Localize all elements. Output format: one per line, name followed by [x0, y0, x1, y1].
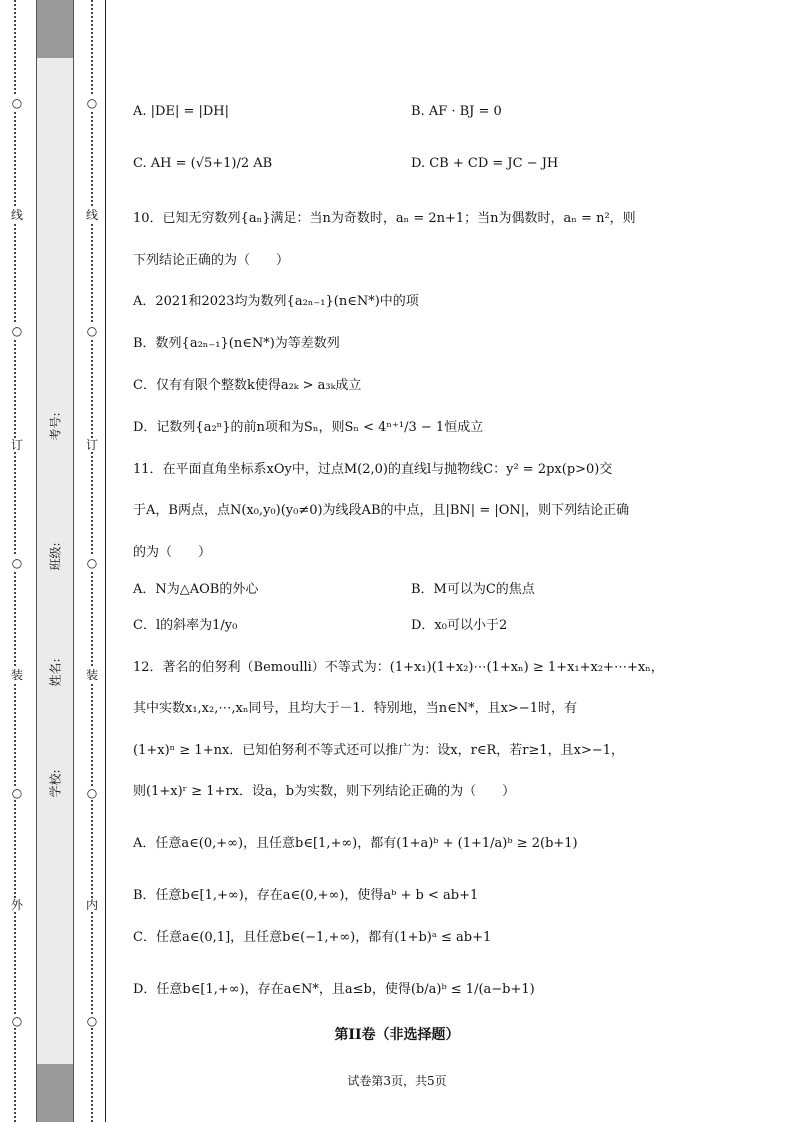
q12-option-c: C．任意a∈(0,1]，且任意b∈(−1,+∞)，都有(1+b)ᵃ ≤ ab+1	[133, 930, 492, 945]
inner-mark: ○	[86, 786, 98, 800]
outer-mark: ○	[11, 556, 23, 570]
q12-stem-line3: (1+x)ⁿ ≥ 1+nx．已知伯努利不等式还可以推广为：设x，r∈R，若r≥1，且x>−1，	[133, 743, 625, 758]
field-class: 班级:	[48, 542, 63, 571]
page-footer: 试卷第3页，共5页	[347, 1074, 447, 1088]
q12-stem-line2: 其中实数x₁,x₂,⋯,xₙ同号，且均大于－1．特别地，当n∈N*，且x>−1时，有	[133, 701, 577, 716]
margin-rule	[105, 0, 106, 1122]
q11-option-d: D．x₀可以小于2	[411, 618, 508, 633]
q10-option-a: A．2021和2023均为数列{a₂ₙ₋₁}(n∈N*)中的项	[133, 294, 419, 309]
q11-option-b: B．M可以为C的焦点	[411, 582, 535, 597]
q12-option-d: D．任意b∈[1,+∞)，存在a∈N*，且a≤b，使得(b/a)ᵇ ≤ 1/(a−b+1)	[133, 982, 535, 997]
q10-stem-line1: 10．已知无穷数列{aₙ}满足：当n为奇数时，aₙ = 2n+1；当n为偶数时，aₙ = n²，则	[133, 211, 636, 226]
q12-stem-line1: 12．著名的伯努利（Bemoulli）不等式为：(1+x₁)(1+x₂)⋯(1+xₙ) ≥ 1+x₁+x₂+⋯+xₙ，	[133, 660, 664, 675]
q9-option-b: B. AF · BJ = 0	[411, 104, 502, 119]
q12-option-a: A．任意a∈(0,+∞)，且任意b∈[1,+∞)，都有(1+a)ᵇ + (1+1/a)ᵇ ≥ 2(b+1)	[133, 836, 578, 851]
outer-mark: 装	[10, 668, 23, 682]
inner-mark: 内	[85, 898, 98, 912]
q9-option-a: A. |DE| = |DH|	[133, 104, 230, 119]
inner-mark: ○	[86, 324, 98, 338]
q9-option-d: D. CB + CD = JC − JH	[411, 156, 559, 171]
q12-stem-line4: 则(1+x)ʳ ≥ 1+rx．设a，b为实数，则下列结论正确的为（ ）	[133, 784, 516, 799]
field-exam-no: 考号:	[48, 412, 63, 441]
field-school: 学校:	[48, 769, 63, 798]
outer-mark: ○	[11, 324, 23, 338]
q11-option-c: C．l的斜率为1/y₀	[133, 618, 238, 633]
q11-stem-line1: 11．在平面直角坐标系xOy中，过点M(2,0)的直线l与抛物线C：y² = 2px(p>0)交	[133, 462, 613, 477]
section-title: 第II卷（非选择题）	[334, 1027, 460, 1043]
inner-mark: ○	[86, 96, 98, 110]
inner-mark: 装	[85, 668, 98, 682]
q11-stem-line3: 的为（ ）	[133, 545, 212, 560]
outer-mark: ○	[11, 96, 23, 110]
inner-mark: ○	[86, 1014, 98, 1028]
q10-stem-line2: 下列结论正确的为（ ）	[133, 253, 290, 268]
q10-option-d: D．记数列{a₂ⁿ}的前n项和为Sₙ，则Sₙ < 4ⁿ⁺¹/3 − 1恒成立	[133, 420, 484, 435]
q9-option-c: C. AH = (√5+1)/2 AB	[133, 156, 273, 171]
outer-mark: ○	[11, 1014, 23, 1028]
q10-option-c: C．仅有有限个整数k使得a₂ₖ > a₃ₖ成立	[133, 378, 362, 393]
field-name: 姓名:	[48, 658, 63, 687]
inner-mark: 线	[85, 208, 98, 222]
outer-mark: 线	[10, 208, 23, 222]
inner-mark: 订	[85, 438, 98, 452]
q11-option-a: A．N为△AOB的外心	[133, 582, 259, 597]
outer-mark: 外	[10, 898, 23, 912]
q10-option-b: B．数列{a₂ₙ₋₁}(n∈N*)为等差数列	[133, 336, 340, 351]
info-strip	[36, 0, 74, 1122]
q12-option-b: B．任意b∈[1,+∞)，存在a∈(0,+∞)，使得aᵇ + b < ab+1	[133, 888, 479, 903]
outer-mark: ○	[11, 786, 23, 800]
strip-top-cap	[37, 0, 73, 58]
q11-stem-line2: 于A，B两点，点N(x₀,y₀)(y₀≠0)为线段AB的中点，且|BN| = |ON|，则下列结论正确	[133, 503, 630, 518]
outer-mark: 订	[10, 438, 23, 452]
inner-mark: ○	[86, 556, 98, 570]
